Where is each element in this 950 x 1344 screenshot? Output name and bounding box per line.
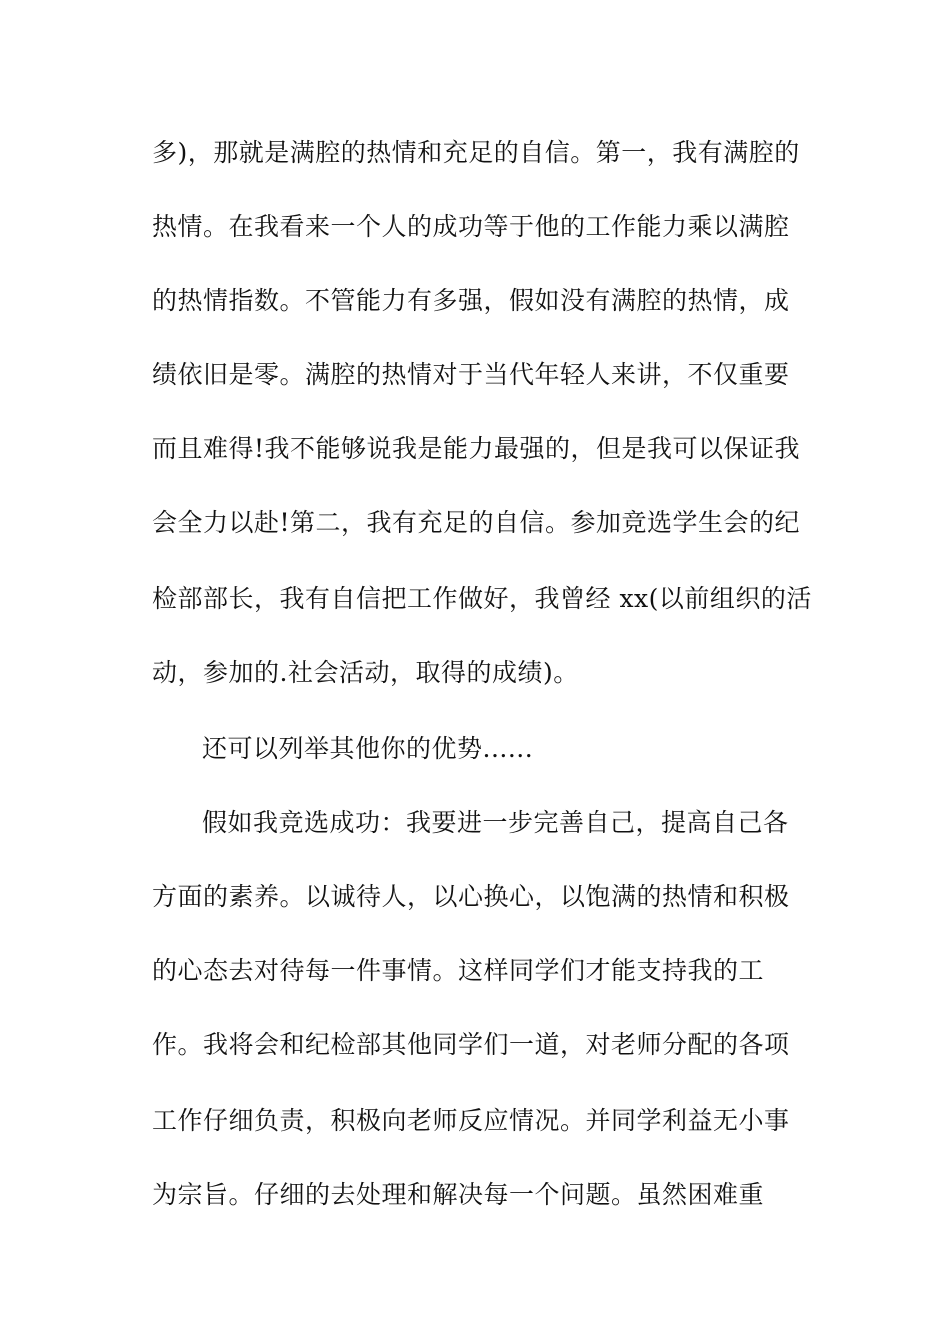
text-line: 还可以列举其他你的优势...... [202, 734, 534, 763]
text-line: 而且难得!我不能够说我是能力最强的，但是我可以保证我 [152, 434, 801, 463]
text-line: 为宗旨。仔细的去处理和解决每一个问题。虽然困难重 [152, 1180, 765, 1209]
text-line: 假如我竞选成功：我要进一步完善自己，提高自己各 [202, 808, 789, 837]
text-line: 的热情指数。不管能力有多强，假如没有满腔的热情，成 [152, 286, 790, 315]
text-line: 绩依旧是零。满腔的热情对于当代年轻人来讲，不仅重要 [152, 360, 790, 389]
text-line: 会全力以赴!第二，我有充足的自信。参加竞选学生会的纪 [152, 508, 801, 537]
text-line: 动，参加的.社会活动，取得的成绩)。 [152, 658, 579, 687]
text-line: 多)，那就是满腔的热情和充足的自信。第一，我有满腔的 [152, 138, 800, 167]
text-line: 的心态去对待每一件事情。这样同学们才能支持我的工 [152, 956, 765, 985]
text-line: 作。我将会和纪检部其他同学们一道，对老师分配的各项 [152, 1030, 790, 1059]
text-line: 热情。在我看来一个人的成功等于他的工作能力乘以满腔 [152, 212, 790, 241]
text-line: 工作仔细负责，积极向老师反应情况。并同学利益无小事 [152, 1106, 790, 1135]
text-line: 检部部长，我有自信把工作做好，我曾经 xx(以前组织的活 [152, 584, 812, 613]
text-line: 方面的素养。以诚待人，以心换心，以饱满的热情和积极 [152, 882, 790, 911]
